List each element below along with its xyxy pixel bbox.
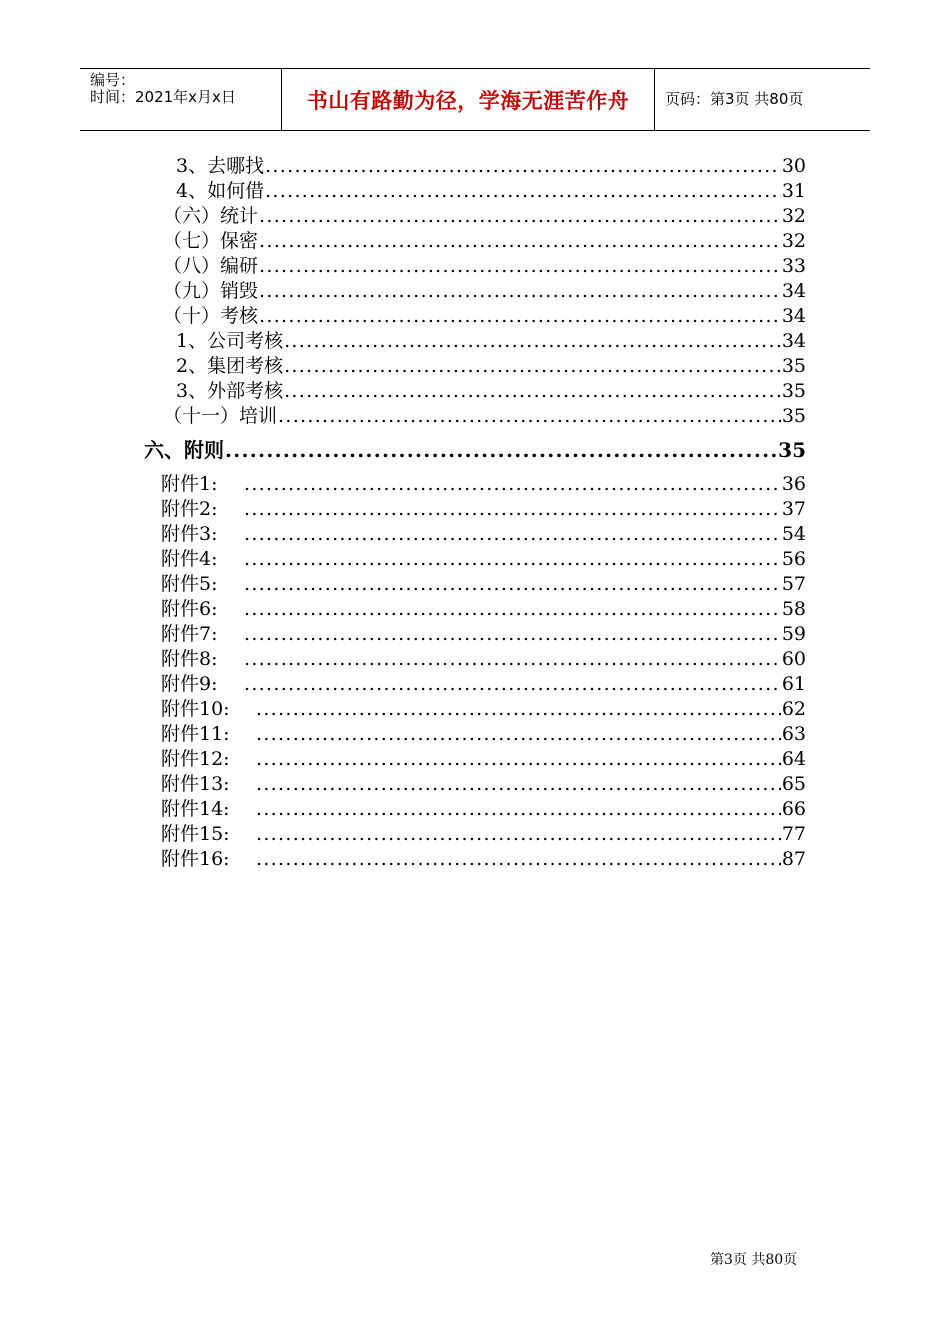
- toc-leader: [244, 497, 781, 522]
- toc-leader: [256, 822, 781, 847]
- toc-entry-label: （十一）培训: [163, 405, 278, 427]
- toc-entry[interactable]: [161, 697, 806, 722]
- toc-entry-label: 附件15:: [161, 823, 230, 845]
- toc-entry-page: 35: [781, 405, 806, 427]
- toc-entry[interactable]: [161, 522, 806, 547]
- toc-entry-page: 36: [781, 473, 806, 495]
- toc-entry[interactable]: [163, 254, 806, 279]
- toc-entry-page: 60: [781, 648, 806, 670]
- toc-entry[interactable]: [161, 597, 806, 622]
- toc-entry-page: 56: [781, 548, 806, 570]
- toc-leader: [256, 797, 781, 822]
- toc-leader: [259, 279, 781, 304]
- toc-entry-label: 附件10:: [161, 698, 230, 720]
- toc-entry[interactable]: [161, 772, 806, 797]
- header-motto: 书山有路勤为径，学海无涯苦作舟: [306, 88, 630, 113]
- toc-entry-page: 54: [781, 523, 806, 545]
- toc-leader: [259, 304, 781, 329]
- toc-entry-page: 34: [781, 280, 806, 302]
- toc-entry[interactable]: [161, 847, 806, 872]
- toc-entry-label: 附件12:: [161, 748, 230, 770]
- toc-entry-label: 附件8:: [161, 648, 218, 670]
- header-left-cell: [80, 69, 282, 130]
- toc-leader: [259, 204, 781, 229]
- toc-leader: [244, 647, 781, 672]
- toc-entry-page: 37: [781, 498, 806, 520]
- toc-section-entry[interactable]: [144, 438, 806, 463]
- toc-entry[interactable]: [163, 229, 806, 254]
- toc-entry-page: 31: [781, 180, 806, 202]
- toc-entry[interactable]: [176, 179, 806, 204]
- toc-leader: [256, 722, 781, 747]
- toc-entry[interactable]: [161, 822, 806, 847]
- toc-entry[interactable]: [161, 672, 806, 697]
- header-right-cell: [655, 69, 870, 130]
- toc-entry-page: 32: [781, 230, 806, 252]
- toc-entry-label: 六、附则: [144, 438, 224, 462]
- toc-leader: [284, 329, 781, 354]
- toc-leader: [259, 254, 781, 279]
- toc-entry-label: 附件9:: [161, 673, 218, 695]
- toc-entry[interactable]: [176, 329, 806, 354]
- toc-leader: [244, 522, 781, 547]
- toc-entry-label: 附件4:: [161, 548, 218, 570]
- toc-leader: [244, 547, 781, 572]
- toc-leader: [244, 597, 781, 622]
- toc-leader: [284, 379, 781, 404]
- toc-entry-page: 64: [781, 748, 806, 770]
- toc-leader: [256, 847, 781, 872]
- toc-entry-page: 35: [778, 438, 806, 462]
- toc-entry-page: 34: [781, 305, 806, 327]
- toc-entry[interactable]: [161, 572, 806, 597]
- toc-entry-label: 附件14:: [161, 798, 230, 820]
- toc-leader: [244, 572, 781, 597]
- toc-entry-page: 66: [781, 798, 806, 820]
- toc-leader: [284, 354, 781, 379]
- toc-entry-page: 87: [781, 848, 806, 870]
- toc-entry[interactable]: [161, 747, 806, 772]
- page-header: [80, 68, 870, 131]
- toc-entry-label: （六）统计: [163, 205, 259, 227]
- toc-entry[interactable]: [161, 722, 806, 747]
- toc-entry-label: 附件6:: [161, 598, 218, 620]
- toc-entry-page: 34: [781, 330, 806, 352]
- toc-entry-label: 附件16:: [161, 848, 230, 870]
- toc-entry-label: 1、公司考核: [176, 330, 284, 352]
- toc-entry-page: 65: [781, 773, 806, 795]
- toc-entry-label: 附件3:: [161, 523, 218, 545]
- toc-entry[interactable]: [163, 304, 806, 329]
- toc-leader: [256, 697, 781, 722]
- page-footer: 第3页 共80页: [710, 1252, 798, 1268]
- toc-entry-label: 2、集团考核: [176, 355, 284, 377]
- toc-entry-page: 63: [781, 723, 806, 745]
- toc-entry-page: 61: [781, 673, 806, 695]
- toc-leader: [244, 672, 781, 697]
- toc-entry-label: （九）销毁: [163, 280, 259, 302]
- toc-entry-label: （八）编研: [163, 255, 259, 277]
- toc-entry-label: 附件7:: [161, 623, 218, 645]
- toc-entry-label: 附件11:: [161, 723, 230, 745]
- toc-entry-page: 57: [781, 573, 806, 595]
- toc-entry-page: 32: [781, 205, 806, 227]
- toc-entry-page: 58: [781, 598, 806, 620]
- toc-entry[interactable]: [176, 154, 806, 179]
- toc-leader: [259, 229, 781, 254]
- toc-entry[interactable]: [161, 797, 806, 822]
- toc-leader: [265, 154, 781, 179]
- toc-entry-page: 33: [781, 255, 806, 277]
- toc-entry-page: 30: [781, 155, 806, 177]
- document-date-label: 时间：2021年x月x日: [90, 88, 236, 106]
- toc-entry[interactable]: [163, 404, 806, 429]
- toc-entry-label: 附件2:: [161, 498, 218, 520]
- toc-entry-label: 3、外部考核: [176, 380, 284, 402]
- toc-entry[interactable]: [176, 354, 806, 379]
- toc-entry-page: 59: [781, 623, 806, 645]
- toc-entry-label: （十）考核: [163, 305, 259, 327]
- toc-entry-page: 77: [781, 823, 806, 845]
- toc-entry[interactable]: [161, 622, 806, 647]
- toc-leader: [278, 404, 781, 429]
- toc-entry-label: 附件5:: [161, 573, 218, 595]
- toc-entry-label: 4、如何借: [176, 180, 265, 202]
- toc-entry[interactable]: [163, 204, 806, 229]
- toc-entry[interactable]: [161, 547, 806, 572]
- toc-entry-page: 62: [781, 698, 806, 720]
- toc-entry[interactable]: [161, 497, 806, 522]
- toc-leader: [256, 772, 781, 797]
- header-motto-cell: [282, 69, 655, 130]
- toc-leader: [244, 622, 781, 647]
- toc-leader: [244, 472, 781, 497]
- toc-entry-label: 3、去哪找: [176, 155, 265, 177]
- toc-entry-label: 附件13:: [161, 773, 230, 795]
- toc-entry[interactable]: [161, 472, 806, 497]
- toc-leader: [265, 179, 781, 204]
- toc-entry-page: 35: [781, 380, 806, 402]
- toc-entry-label: （七）保密: [163, 230, 259, 252]
- toc-entry-page: 35: [781, 355, 806, 377]
- toc-entry[interactable]: [176, 379, 806, 404]
- toc-entry[interactable]: [163, 279, 806, 304]
- toc-leader: [256, 747, 781, 772]
- toc-entry-label: 附件1:: [161, 473, 218, 495]
- document-number-label: 编号：: [90, 71, 136, 89]
- toc-leader: [225, 438, 777, 463]
- toc-entry[interactable]: [161, 647, 806, 672]
- header-page-info: 页码：第3页 共80页: [665, 90, 804, 108]
